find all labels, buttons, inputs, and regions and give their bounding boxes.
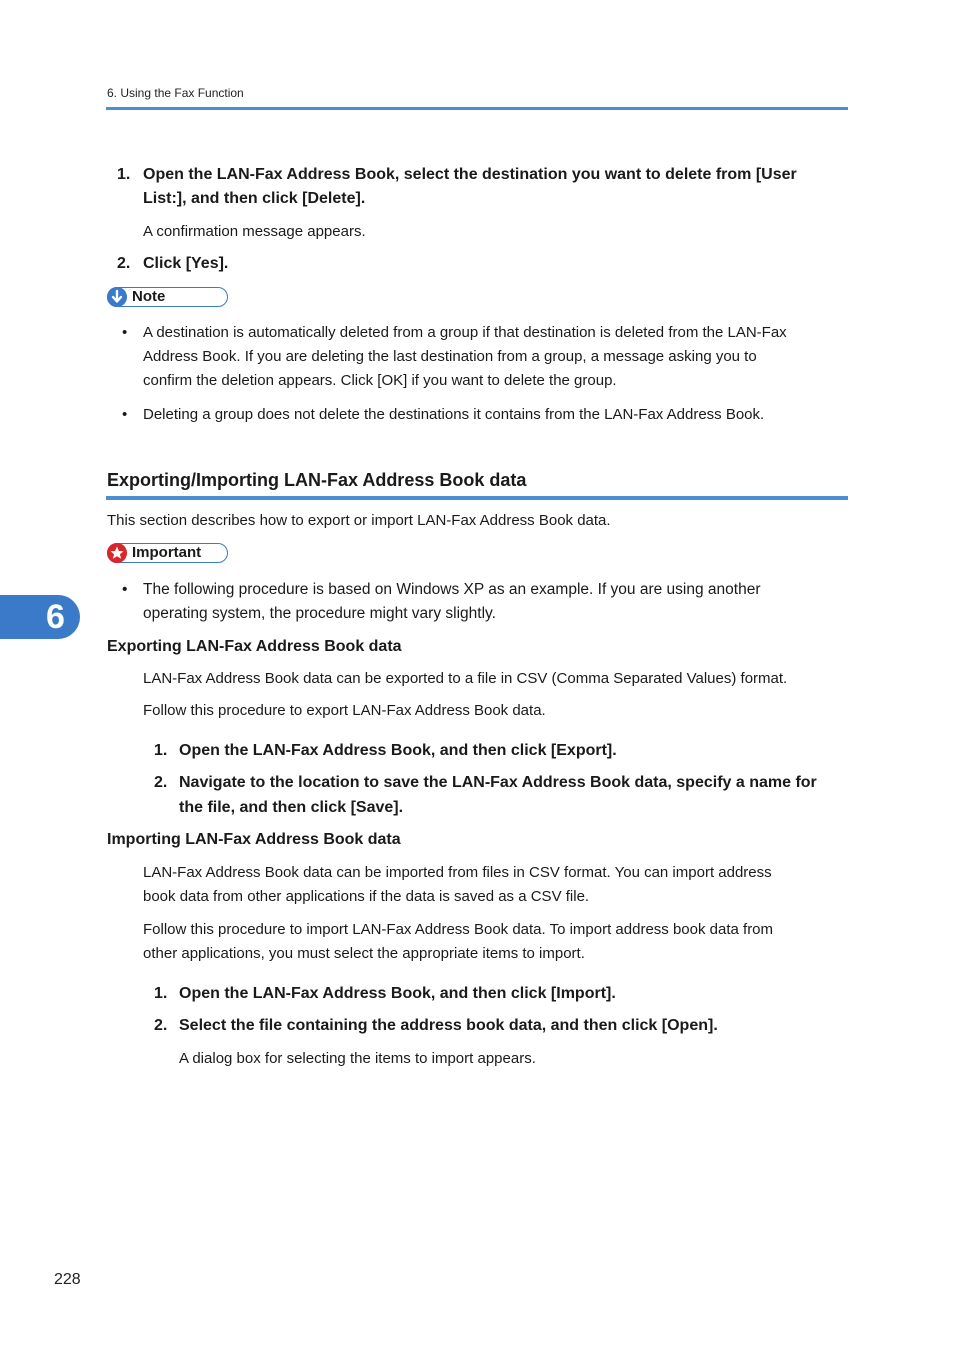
step-text-line: Open the LAN-Fax Address Book, and then click [Import].	[179, 985, 616, 1002]
import-step-1	[154, 982, 844, 1006]
delete-result-text: A confirmation message appears.	[143, 223, 366, 240]
important-text-line: operating system, the procedure might vary slightly.	[143, 605, 496, 622]
important-label: Important	[132, 544, 202, 561]
note-text-line: confirm the deletion appears. Click [OK] if you want to delete the group.	[143, 372, 617, 389]
delete-step-1	[117, 163, 837, 211]
import-step-2	[154, 1014, 844, 1038]
note-badge	[107, 287, 228, 307]
running-header: 6. Using the Fax Function	[107, 86, 244, 100]
step-number: 1.	[117, 166, 131, 183]
importing-para-line: Follow this procedure to import LAN-Fax Address Book data. To import address book data from	[143, 921, 774, 938]
importing-para-line: book data from other applications if the data is saved as a CSV file.	[143, 888, 590, 905]
note-item	[122, 403, 842, 427]
step-text-line: Open the LAN-Fax Address Book, and then click [Export].	[179, 742, 617, 759]
step-text-line: Open the LAN-Fax Address Book, select the destination you want to delete from [User	[143, 166, 797, 183]
importing-para-line: LAN-Fax Address Book data can be imported from files in CSV format. You can import address	[143, 864, 772, 881]
importing-heading: Importing LAN-Fax Address Book data	[107, 831, 401, 848]
bullet-dot: •	[122, 406, 128, 423]
important-item	[122, 578, 842, 626]
step-number: 2.	[154, 1017, 168, 1034]
section-rule	[106, 496, 848, 500]
note-text-line: A destination is automatically deleted from a group if that destination is deleted from the LAN-Fax	[143, 324, 787, 341]
down-arrow-circle-icon	[107, 287, 127, 307]
note-label: Note	[132, 288, 166, 305]
step-text-line: List:], and then click [Delete].	[143, 190, 366, 207]
important-text-line: The following procedure is based on Windows XP as an example. If you are using another	[143, 581, 761, 598]
page-number: 228	[54, 1271, 81, 1288]
note-text-line: Address Book. If you are deleting the last destination from a group, a message asking you to	[143, 348, 757, 365]
star-circle-icon	[107, 543, 127, 563]
delete-step-2	[117, 252, 417, 276]
chapter-tab	[0, 595, 80, 639]
step-text-line: Select the file containing the address book data, and then click [Open].	[179, 1017, 718, 1034]
step-text-line: Click [Yes].	[143, 255, 229, 272]
exporting-heading: Exporting LAN-Fax Address Book data	[107, 638, 402, 655]
exporting-para: Follow this procedure to export LAN-Fax Address Book data.	[143, 702, 546, 719]
exporting-para: LAN-Fax Address Book data can be exported to a file in CSV (Comma Separated Values) format.	[143, 670, 788, 687]
step-number: 2.	[154, 774, 168, 791]
chapter-number: 6	[46, 598, 65, 636]
header-rule	[106, 107, 848, 110]
step-number: 1.	[154, 985, 168, 1002]
section-heading: Exporting/Importing LAN-Fax Address Book data	[107, 470, 527, 490]
note-text-line: Deleting a group does not delete the destinations it contains from the LAN-Fax Address Book.	[143, 406, 765, 423]
bullet-dot: •	[122, 324, 128, 341]
section-intro: This section describes how to export or import LAN-Fax Address Book data.	[107, 512, 611, 529]
export-step-2	[154, 771, 844, 819]
note-item	[122, 321, 842, 393]
step-text-line: the file, and then click [Save].	[179, 799, 404, 816]
bullet-dot: •	[122, 581, 128, 598]
export-step-1	[154, 739, 844, 763]
step-number: 1.	[154, 742, 168, 759]
import-result-text: A dialog box for selecting the items to import appears.	[179, 1050, 536, 1067]
step-text-line: Navigate to the location to save the LAN-Fax Address Book data, specify a name for	[179, 774, 817, 791]
step-number: 2.	[117, 255, 131, 272]
importing-para-line: other applications, you must select the appropriate items to import.	[143, 945, 585, 962]
important-badge	[107, 543, 228, 563]
